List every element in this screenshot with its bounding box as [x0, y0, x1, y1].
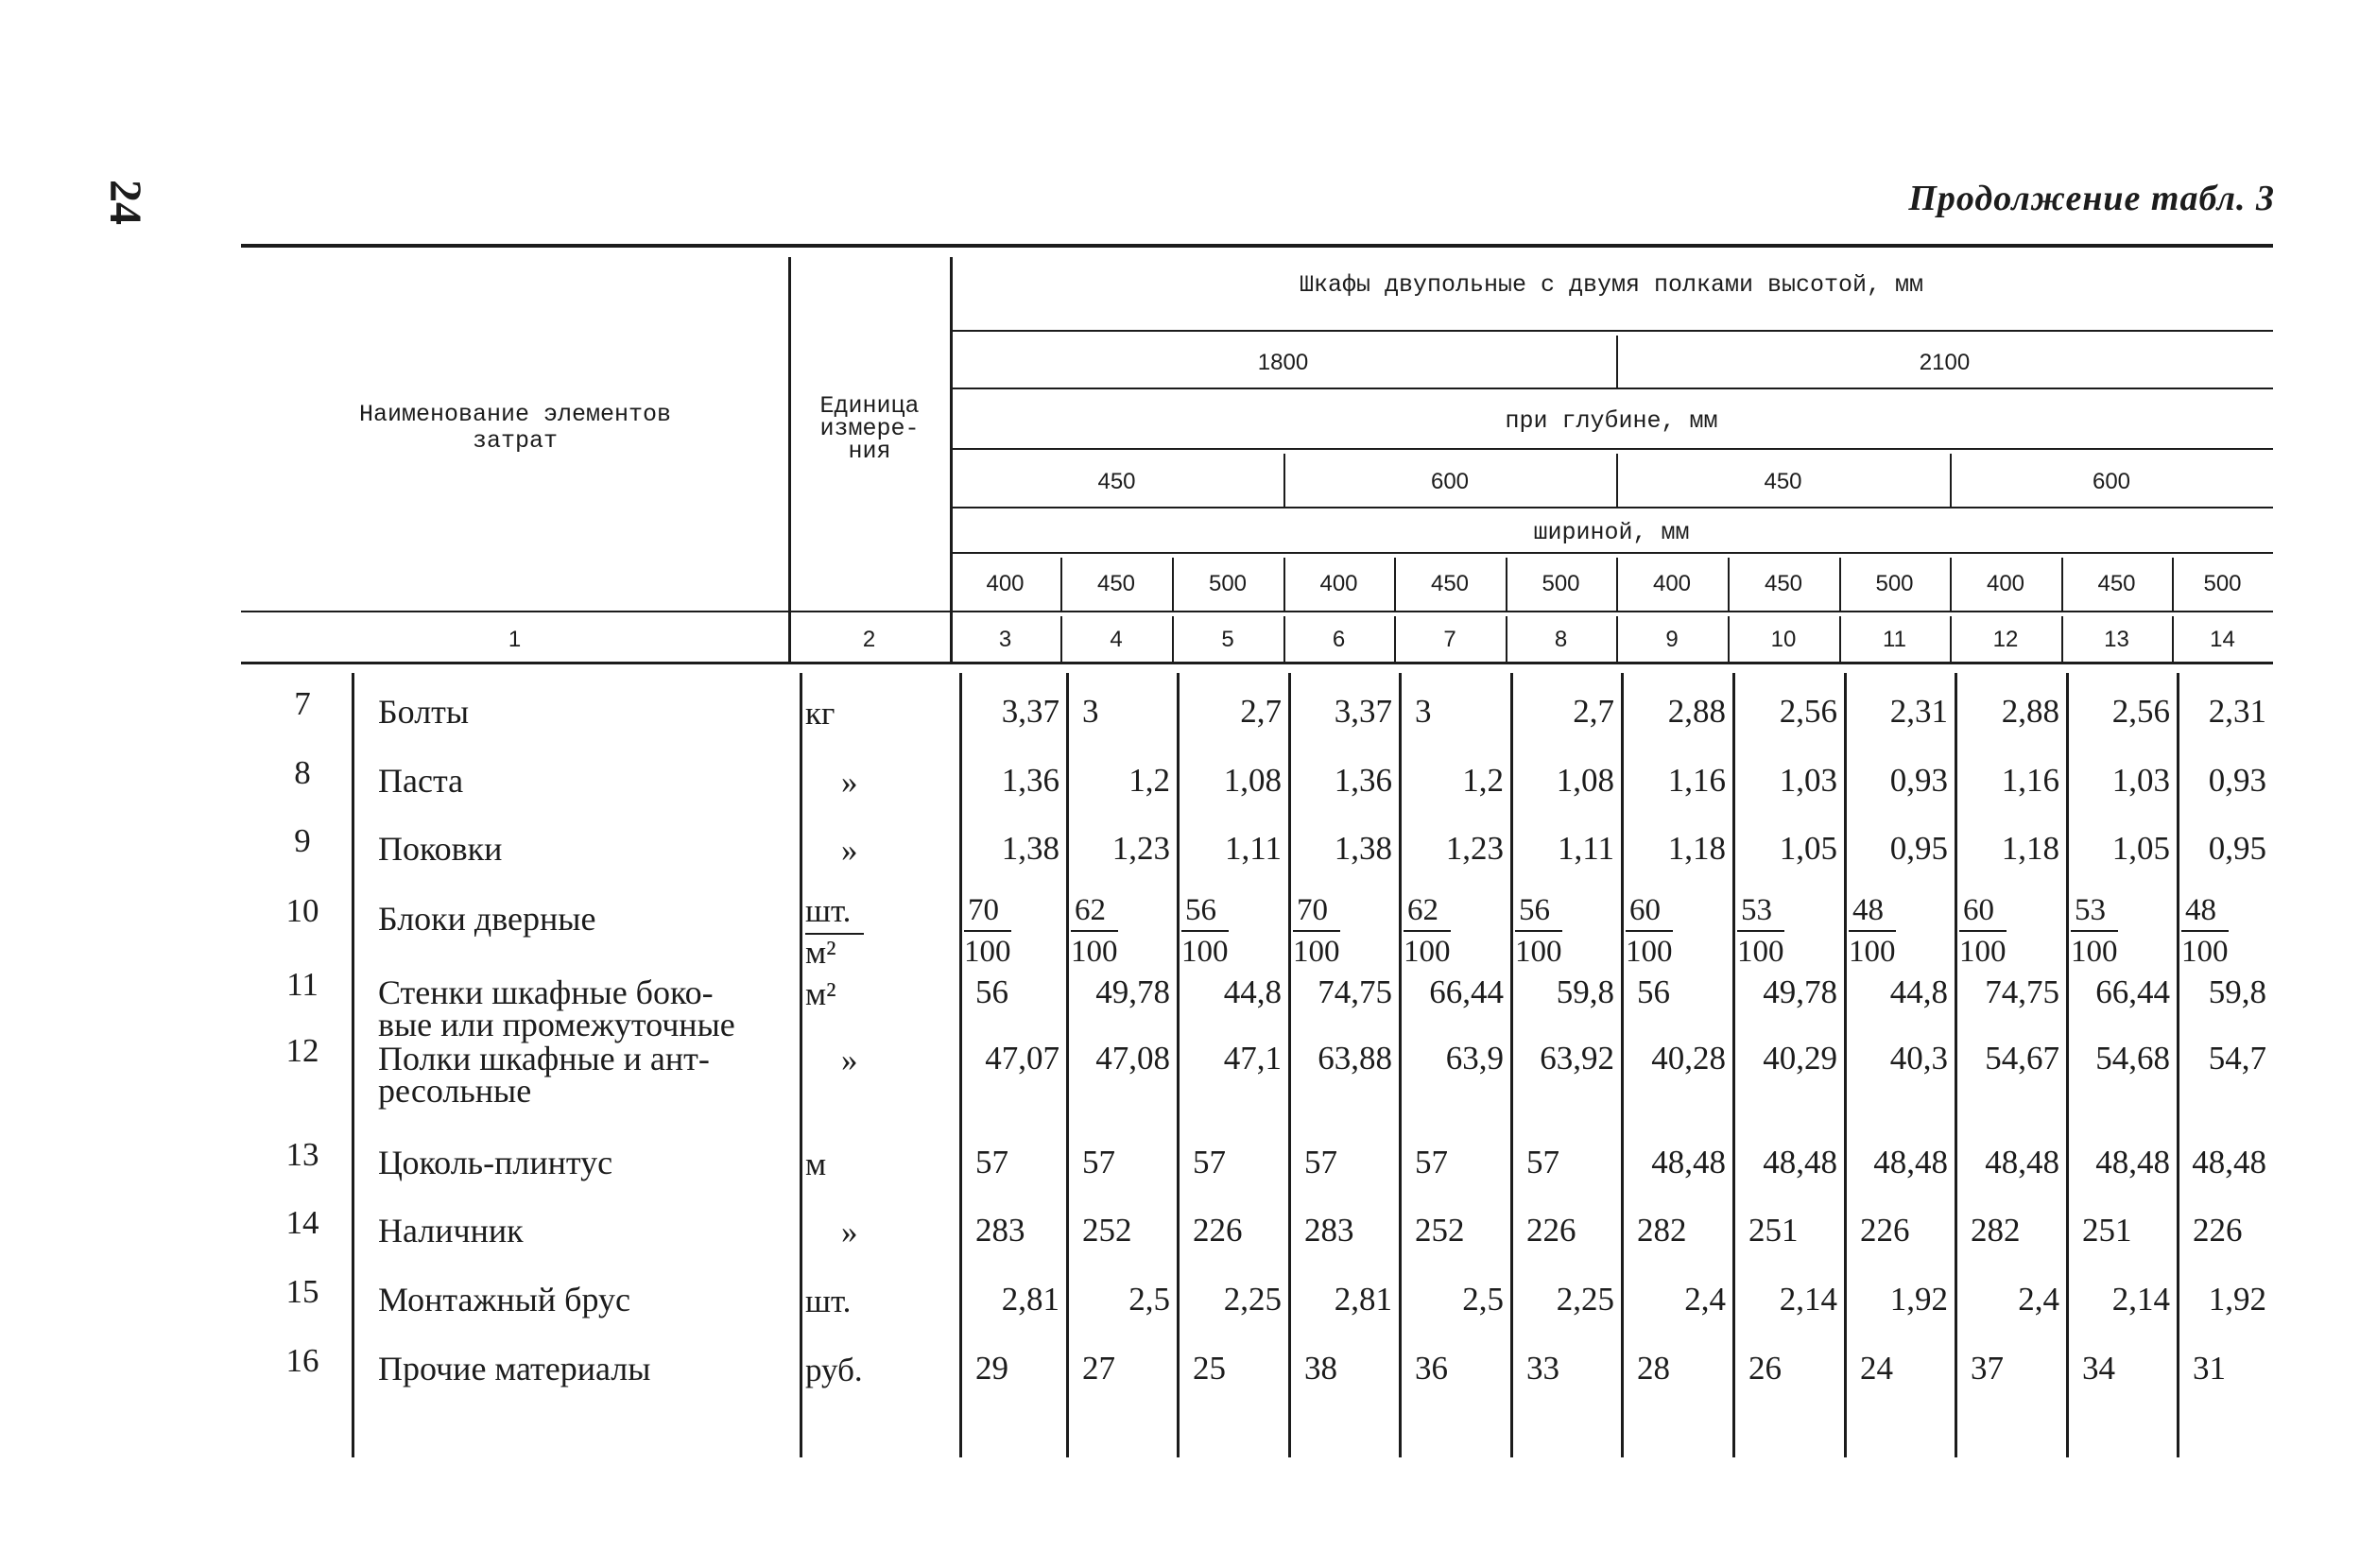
table-cell: 54,67 [1985, 1040, 2059, 1077]
header-depth: 450 [1097, 469, 1136, 494]
table-cell: 1,16 [1667, 762, 1726, 799]
fraction-numerator: 53 [2071, 890, 2118, 932]
rule-under-col-numbers [241, 662, 2273, 664]
table-cell: 28 [1637, 1350, 1670, 1387]
table-cell: 33 [1526, 1350, 1559, 1387]
body-divider-col [1288, 673, 1291, 1457]
row-name: Паста [378, 762, 464, 800]
fraction-numerator: 70 [1293, 890, 1340, 932]
table-cell: 226 [1526, 1212, 1576, 1249]
row-name: Прочие материалы [378, 1350, 651, 1387]
header-width: 450 [1430, 571, 1470, 596]
table-cell: 282 [1637, 1212, 1687, 1249]
header-col-number: 1 [508, 627, 522, 652]
table-cell: 1,18 [1667, 830, 1726, 867]
table-cell: 59,8 [2208, 974, 2266, 1010]
table-cell: 2,7 [1240, 693, 1282, 730]
table-cell: 1,2 [1462, 762, 1504, 799]
table-cell: 74,75 [1318, 974, 1392, 1010]
table-cell: 226 [2193, 1212, 2243, 1249]
table-cell: 251 [2082, 1212, 2132, 1249]
table-cell: 48,48 [2095, 1144, 2170, 1180]
row-name: вые или промежуточные [378, 1006, 735, 1043]
table-cell: 2,81 [1001, 1281, 1059, 1318]
fraction-numerator: 48 [1849, 890, 1896, 932]
table-cell: 48,48 [1873, 1144, 1948, 1180]
fraction-cell [1293, 890, 1340, 972]
fraction-cell [1071, 890, 1118, 972]
table-cell: 1,03 [1779, 762, 1837, 799]
table-cell: 57 [1304, 1144, 1337, 1180]
table-cell: 36 [1415, 1350, 1448, 1387]
table-cell: 26 [1748, 1350, 1782, 1387]
row-number: 14 [285, 1204, 319, 1241]
table-cell: 2,88 [1667, 693, 1726, 730]
table-cell: 40,29 [1763, 1040, 1837, 1077]
table-cell: 226 [1860, 1212, 1910, 1249]
row-unit: м² [805, 934, 836, 971]
table-cell: 38 [1304, 1350, 1337, 1387]
table-cell: 1,38 [1001, 830, 1059, 867]
fraction-cell [1849, 890, 1896, 972]
page-number: 24 [100, 180, 150, 225]
header-width: 400 [986, 571, 1025, 596]
rule-under-depth-title [950, 448, 2273, 450]
table-cell: 0,93 [1889, 762, 1948, 799]
header-col-number: 11 [1883, 627, 1906, 652]
fraction-cell [1404, 890, 1451, 972]
fraction-denominator: 100 [1737, 935, 1784, 969]
table-cell: 1,05 [1779, 830, 1837, 867]
table-cell: 1,08 [1556, 762, 1614, 799]
table-cell: 1,23 [1111, 830, 1170, 867]
table-cell: 2,56 [2111, 693, 2170, 730]
table-cell: 49,78 [1763, 974, 1837, 1010]
table-cell: 252 [1415, 1212, 1465, 1249]
table-cell: 1,16 [2001, 762, 2059, 799]
fraction-numerator: 56 [1515, 890, 1562, 932]
table-cell: 49,78 [1095, 974, 1170, 1010]
row-unit: » [841, 764, 858, 801]
table-cell: 63,92 [1540, 1040, 1614, 1077]
table-cell: 282 [1971, 1212, 2021, 1249]
table-cell: 2,4 [1684, 1281, 1726, 1318]
table-cell: 1,03 [2111, 762, 2170, 799]
header-group-title: Шкафы двупольные с двумя полками высотой, мм [1299, 271, 1924, 299]
table-cell: 57 [1526, 1144, 1559, 1180]
table-cell: 54,7 [2208, 1040, 2266, 1077]
fraction-denominator: 100 [1515, 935, 1562, 969]
table-cell: 47,08 [1095, 1040, 1170, 1077]
table-cell: 63,9 [1445, 1040, 1504, 1077]
rule-under-heights [950, 388, 2273, 389]
body-divider-col [1177, 673, 1180, 1457]
header-width-title: шириной, мм [1533, 519, 1690, 546]
row-name: Наличник [378, 1212, 524, 1249]
header-height: 2100 [1919, 350, 1971, 375]
fraction-denominator: 100 [1626, 935, 1673, 969]
table-cell: 1,36 [1334, 762, 1392, 799]
fraction-cell [964, 890, 1011, 972]
table-cell: 2,31 [2208, 693, 2266, 730]
table-cell: 47,07 [985, 1040, 1059, 1077]
row-name: Полки шкафные и ант- [378, 1040, 710, 1077]
table-cell: 34 [2082, 1350, 2115, 1387]
fraction-numerator: 70 [964, 890, 1011, 932]
table-cell: 27 [1082, 1350, 1115, 1387]
fraction-cell [1959, 890, 2007, 972]
body-divider-col [959, 673, 962, 1457]
fraction-numerator: 62 [1404, 890, 1451, 932]
header-col-number: 4 [1110, 627, 1123, 652]
table-cell: 2,14 [1779, 1281, 1837, 1318]
row-name: Монтажный брус [378, 1281, 630, 1318]
body-divider-col [1732, 673, 1735, 1457]
header-col-number: 12 [1992, 627, 2019, 652]
header-width: 500 [1208, 571, 1248, 596]
table-cell: 54,68 [2095, 1040, 2170, 1077]
table-cell: 252 [1082, 1212, 1132, 1249]
fraction-cell [1737, 890, 1784, 972]
table-cell: 57 [975, 1144, 1008, 1180]
header-depth-title: при глубине, мм [1505, 407, 1718, 435]
table-cell: 1,23 [1445, 830, 1504, 867]
table-cell: 251 [1748, 1212, 1799, 1249]
rule-under-depths [950, 507, 2273, 508]
fraction-denominator: 100 [1404, 935, 1451, 969]
row-number: 15 [285, 1273, 319, 1310]
body-divider-col [1399, 673, 1402, 1457]
row-number: 10 [285, 892, 319, 929]
header-width: 500 [1875, 571, 1914, 596]
header-col-number: 5 [1221, 627, 1234, 652]
row-number: 16 [285, 1342, 319, 1379]
table-cell: 2,31 [1889, 693, 1948, 730]
row-unit: » [841, 1042, 858, 1078]
table-cell: 2,25 [1223, 1281, 1282, 1318]
row-number: 8 [294, 754, 311, 791]
table-cell: 1,38 [1334, 830, 1392, 867]
header-col-number: 13 [2104, 627, 2129, 652]
table-cell: 2,25 [1556, 1281, 1614, 1318]
fraction-cell [1181, 890, 1229, 972]
row-name: Болты [378, 693, 470, 731]
table-cell: 3 [1415, 693, 1432, 730]
row-unit: кг [805, 695, 835, 732]
header-divider-name [788, 257, 791, 662]
header-width: 400 [1652, 571, 1692, 596]
fraction-cell [2181, 890, 2229, 972]
table-cell: 0,95 [1889, 830, 1948, 867]
row-unit: шт. [805, 1283, 852, 1319]
table-cell: 44,8 [1889, 974, 1948, 1010]
body-divider-num [352, 673, 354, 1457]
fraction-cell [1626, 890, 1673, 972]
table-cell: 3 [1082, 693, 1099, 730]
table-cell: 2,4 [2018, 1281, 2059, 1318]
body-divider-col [1844, 673, 1847, 1457]
table-cell: 56 [1637, 974, 1670, 1010]
table-cell: 2,5 [1462, 1281, 1504, 1318]
table-cell: 25 [1193, 1350, 1226, 1387]
row-number: 13 [285, 1136, 319, 1173]
header-divider-unit [950, 257, 953, 662]
fraction-denominator: 100 [2071, 935, 2118, 969]
header-col-number: 9 [1665, 627, 1679, 652]
table-cell: 1,92 [2208, 1281, 2266, 1318]
table-cell: 1,92 [1889, 1281, 1948, 1318]
table-cell: 57 [1415, 1144, 1448, 1180]
rule-above-col-numbers [241, 611, 2273, 612]
fraction-denominator: 100 [1959, 935, 2007, 969]
header-width: 450 [1096, 571, 1136, 596]
table-cell: 226 [1193, 1212, 1243, 1249]
row-name: Цоколь-плинтус [378, 1144, 613, 1181]
row-name: Блоки дверные [378, 900, 596, 938]
fraction-numerator: 48 [2181, 890, 2229, 932]
header-depth: 600 [1430, 469, 1470, 494]
table-cell: 2,56 [1779, 693, 1837, 730]
header-depth: 450 [1764, 469, 1802, 494]
row-unit: шт. [805, 892, 852, 929]
body-divider-name [800, 673, 802, 1457]
header-width: 500 [2203, 571, 2242, 596]
body-divider-col [1955, 673, 1957, 1457]
header-col-number: 2 [862, 627, 876, 652]
table-cell: 40,28 [1651, 1040, 1726, 1077]
header-col-number: 3 [998, 627, 1012, 652]
header-height: 1800 [1257, 350, 1309, 375]
table-cell: 1,05 [2111, 830, 2170, 867]
header-depth: 600 [2092, 469, 2131, 494]
rule-under-width-title [950, 552, 2273, 554]
fraction-numerator: 56 [1181, 890, 1229, 932]
header-name-column: Наименование элементов затрат [358, 401, 672, 455]
body-divider-col [1510, 673, 1513, 1457]
header-width: 500 [1542, 571, 1580, 596]
table-cell: 48,48 [1763, 1144, 1837, 1180]
fraction-cell [1515, 890, 1562, 972]
header-col-number: 6 [1332, 627, 1346, 652]
body-divider-col [1621, 673, 1624, 1457]
table-cell: 40,3 [1889, 1040, 1948, 1077]
table-cell: 44,8 [1223, 974, 1282, 1010]
row-name: Стенки шкафные боко- [378, 974, 714, 1011]
fraction-denominator: 100 [2181, 935, 2229, 969]
table-cell: 24 [1860, 1350, 1893, 1387]
table-cell: 283 [975, 1212, 1025, 1249]
header-col-number: 10 [1770, 627, 1797, 652]
body-divider-col [2177, 673, 2179, 1457]
header-col-number: 14 [2210, 627, 2235, 652]
table-continuation-title: Продолжение табл. 3 [1908, 179, 2275, 218]
table-cell: 48,48 [1985, 1144, 2059, 1180]
row-unit: м² [805, 975, 836, 1012]
table-cell: 57 [1082, 1144, 1115, 1180]
table-cell: 3,37 [1001, 693, 1059, 730]
table-cell: 1,18 [2001, 830, 2059, 867]
row-unit: » [841, 1214, 858, 1250]
header-width: 400 [1986, 571, 2025, 596]
table-cell: 47,1 [1223, 1040, 1282, 1077]
table-cell: 1,11 [1225, 830, 1282, 867]
table-cell: 2,81 [1334, 1281, 1392, 1318]
header-unit-column: Единица измере- ния [819, 392, 920, 465]
fraction-numerator: 60 [1959, 890, 2007, 932]
table-cell: 29 [975, 1350, 1008, 1387]
table-cell: 57 [1193, 1144, 1226, 1180]
fraction-cell [2071, 890, 2118, 972]
fraction-denominator: 100 [1181, 935, 1229, 969]
table-cell: 56 [975, 974, 1008, 1010]
table-cell: 48,48 [2192, 1144, 2266, 1180]
table-cell: 74,75 [1985, 974, 2059, 1010]
fraction-denominator: 100 [1849, 935, 1896, 969]
fraction-denominator: 100 [964, 935, 1011, 969]
fraction-denominator: 100 [1071, 935, 1118, 969]
body-divider-col [1066, 673, 1069, 1457]
table-cell: 2,14 [2111, 1281, 2170, 1318]
body-divider-col [2066, 673, 2069, 1457]
table-top-rule [241, 244, 2273, 248]
table-cell: 59,8 [1556, 974, 1614, 1010]
table-cell: 63,88 [1318, 1040, 1392, 1077]
table-cell: 31 [2193, 1350, 2226, 1387]
fraction-numerator: 60 [1626, 890, 1673, 932]
row-number: 9 [294, 822, 311, 859]
table-cell: 1,36 [1001, 762, 1059, 799]
header-width: 400 [1319, 571, 1358, 596]
table-cell: 66,44 [2095, 974, 2170, 1010]
header-width: 450 [2097, 571, 2136, 596]
row-name: ресольные [378, 1072, 532, 1110]
rule-under-group-title [950, 330, 2273, 332]
table-cell: 2,7 [1573, 693, 1614, 730]
table-cell: 2,5 [1128, 1281, 1170, 1318]
header-width: 450 [1764, 571, 1803, 596]
row-unit: м [805, 1146, 827, 1182]
table-cell: 1,2 [1128, 762, 1170, 799]
header-col-number: 7 [1443, 627, 1456, 652]
row-unit: » [841, 832, 858, 869]
table-cell: 2,88 [2001, 693, 2059, 730]
header-col-number: 8 [1554, 627, 1568, 652]
row-unit: руб. [805, 1352, 863, 1388]
fraction-denominator: 100 [1293, 935, 1340, 969]
fraction-numerator: 62 [1071, 890, 1118, 932]
table-cell: 48,48 [1651, 1144, 1726, 1180]
table-cell: 0,95 [2208, 830, 2266, 867]
table-cell: 66,44 [1429, 974, 1504, 1010]
table-cell: 3,37 [1334, 693, 1392, 730]
table-cell: 1,11 [1558, 830, 1614, 867]
table-cell: 0,93 [2208, 762, 2266, 799]
table-cell: 283 [1304, 1212, 1354, 1249]
row-name: Поковки [378, 830, 503, 868]
table-cell: 37 [1971, 1350, 2004, 1387]
table-cell: 1,08 [1223, 762, 1282, 799]
fraction-numerator: 53 [1737, 890, 1784, 932]
row-number: 12 [285, 1032, 319, 1069]
row-number: 7 [294, 685, 311, 722]
row-number: 11 [286, 966, 319, 1003]
